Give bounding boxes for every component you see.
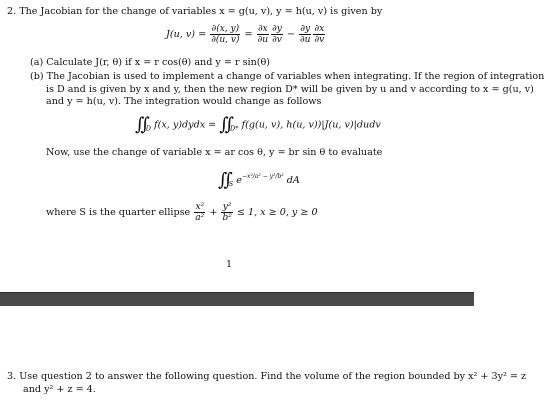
jacobian-lhs: J(u, v) = xyxy=(166,29,207,40)
double-integral-symbol: ∫∫ xyxy=(218,169,229,191)
partial-y-u: $\frac{\partial y}{\partial u}$ xyxy=(300,24,311,45)
part-b-line-3: and y = h(u, v). The integration would change as follows xyxy=(46,96,322,107)
double-integral-symbol: ∫∫ xyxy=(219,114,231,135)
partial-x-v: $\frac{\partial x}{\partial v}$ xyxy=(314,24,325,45)
integral-change-formula xyxy=(135,113,381,141)
part-b-line-1: (b) The Jacobian is used to implement a change of variables when integrating. If the region of integration xyxy=(30,71,544,82)
page-2 xyxy=(0,306,527,400)
page-number: 1 xyxy=(226,259,233,270)
partial-y-v: $\frac{\partial y}{\partial v}$ xyxy=(272,24,282,45)
problem-number: 2. xyxy=(7,6,17,17)
change-variable-text: Now, use the change of variable x = ar cos θ, y = br sin θ to evaluate xyxy=(46,147,383,158)
partial-x-u: $\frac{\partial x}{\partial u}$ xyxy=(257,24,269,45)
integral-right: f(g(u, v), h(u, v))|J(u, v)|dudv xyxy=(241,119,381,131)
evaluate-integral: $\int\int_S$ $e^{-x^2/a^2 - y^2/b^2}$ dA xyxy=(218,169,300,191)
part-b-line-2: is D and is given by x and y, then the new region D* will be given by u and v according to x = g(u, v) xyxy=(46,84,534,95)
jacobian-fraction: $\frac{\partial(x, y)}{\partial(u, v)}$ xyxy=(211,24,240,45)
problem-intro-text: The Jacobian for the change of variables x = g(u, v), y = h(u, v) is given by xyxy=(19,6,383,17)
problem-3-line-2: and y² + z = 4. xyxy=(23,384,96,395)
jacobian-formula: J(u, v) = $\frac{\partial(x, y)}{\partial(u, v)}$ = $\frac{\partial x}{\partial u}$ $\frac{\partial y}{\partial v}$ − $\frac{\partial y}{\partial u}$ $\frac{\partial x}{\partial v}$ xyxy=(166,24,325,45)
region-d-star: D* xyxy=(230,124,239,133)
problem-2-intro xyxy=(7,6,382,18)
problem-3-line-1: 3. Use question 2 to answer the following question. Find the volume of the region bounded by x² + 3y² = z xyxy=(7,371,527,382)
part-a: (a) Calculate J(r, θ) if x = r cos(θ) and y = r sin(θ) xyxy=(30,57,271,68)
region-d: D xyxy=(145,124,151,133)
double-integral-symbol: ∫∫ xyxy=(135,114,146,135)
exponent: −x²/a² − y²/b² xyxy=(241,173,284,180)
integral-left: f(x, y)dydx = xyxy=(154,119,217,131)
quarter-ellipse-definition: where S is the quarter ellipse $\frac{\text{x²}}{\text{a²}}$ + $\frac{\text{y²}}{\text{b²}}$ ≤ 1, x ≥ 0, y ≥ 0 xyxy=(46,202,318,223)
region-s: S xyxy=(228,180,234,188)
